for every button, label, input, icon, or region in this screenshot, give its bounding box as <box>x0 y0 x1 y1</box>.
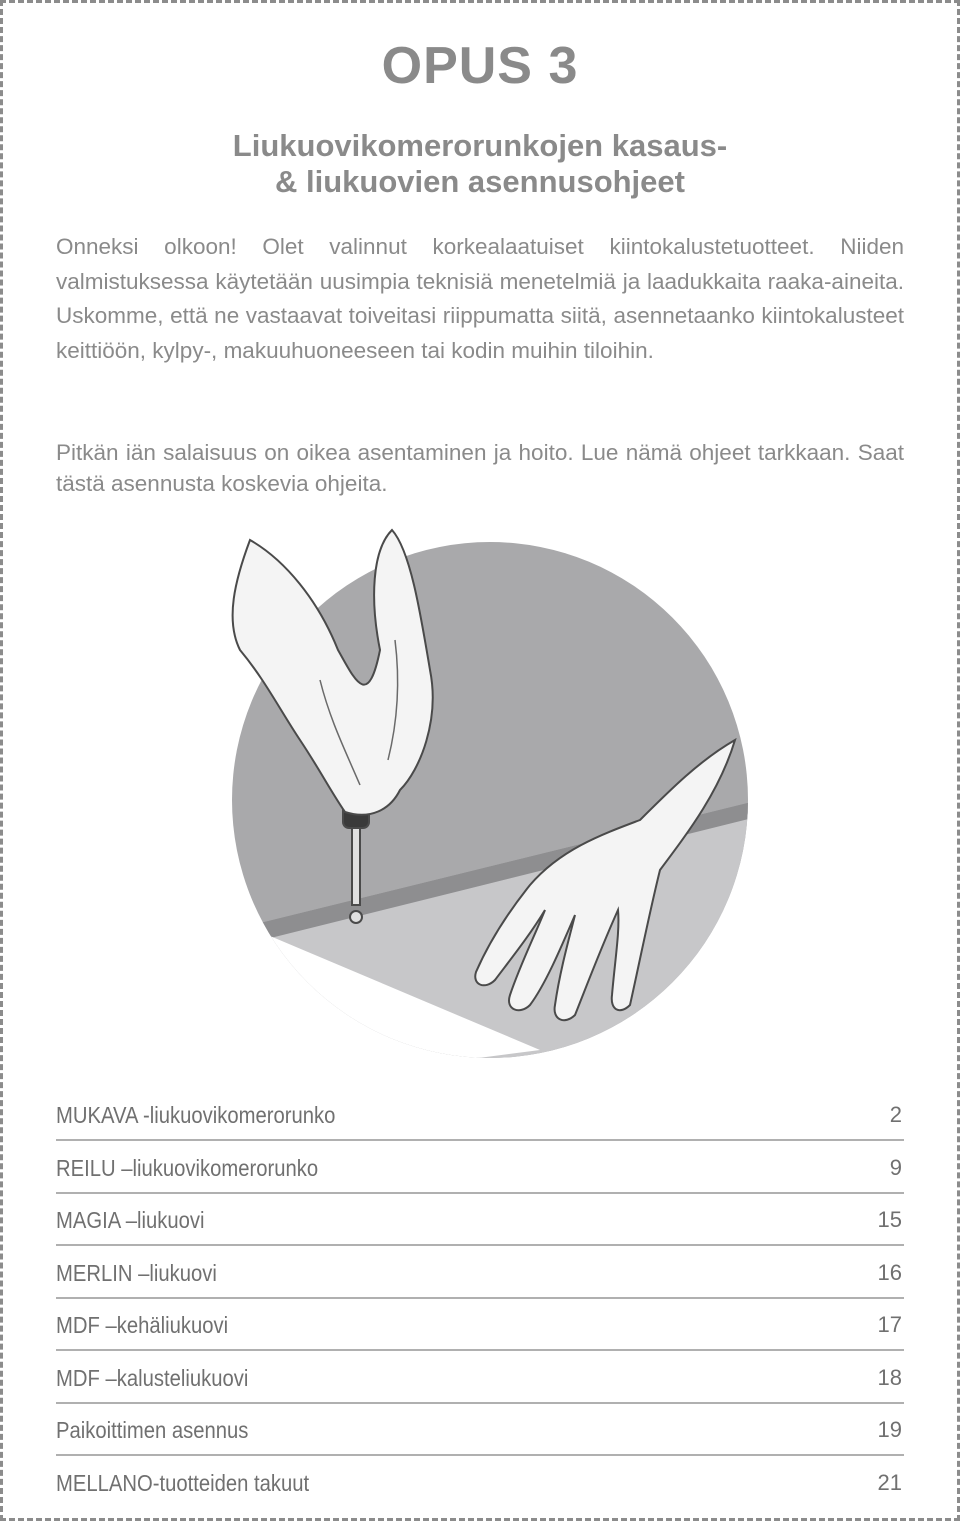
toc-page-number: 15 <box>877 1207 902 1232</box>
toc-row <box>56 1353 904 1404</box>
toc-page-number: 2 <box>889 1102 902 1127</box>
page-subtitle <box>0 128 960 200</box>
instructions-paragraph: Pitkän iän salaisuus on oikea asentaminen ja hoito. Lue nämä ohjeet tarkkaan. Saat tästä asennusta koskevia ohjeita. <box>56 440 904 496</box>
toc-row <box>56 1300 904 1351</box>
toc-row <box>56 1458 904 1507</box>
toc-row <box>56 1090 904 1141</box>
toc-label: REILU –liukuovikomerorunko <box>56 1154 319 1181</box>
toc-page-number: 9 <box>889 1154 902 1180</box>
toc-label: MDF –kehäliukuovi <box>56 1312 229 1338</box>
toc-label: MELLANO-tuotteiden takuut <box>56 1469 310 1496</box>
toc-row <box>56 1405 904 1456</box>
page-title: OPUS 3 <box>381 37 579 95</box>
toc-page-number: 17 <box>877 1312 902 1337</box>
subtitle-line-1: Liukuovikomerorunkojen kasaus- <box>232 128 728 163</box>
toc-row <box>56 1248 904 1299</box>
toc-page-number: 19 <box>877 1417 902 1442</box>
hands-screwdriver-illustration <box>0 490 960 1090</box>
toc-label: MERLIN –liukuovi <box>56 1259 217 1286</box>
toc-label: MUKAVA -liukuovikomerorunko <box>56 1102 336 1128</box>
toc-label: MDF –kalusteliukuovi <box>56 1364 249 1391</box>
toc-row <box>56 1195 904 1246</box>
intro-paragraph: Onneksi olkoon! Olet valinnut korkealaatuiset kiintokalustetuotteet. Niiden valmistuksessa käytetään uusimpia teknisiä menetelmiä ja laadukkaita raaka-aineita. Uskomme, että ne vastaavat toiveitasi riippumatta siitä, asennetaanko kiintokalusteet keittiöön, kylpy-, makuuhuoneeseen tai kodin muihin tiloihin. <box>56 234 904 363</box>
toc-label: MAGIA –liukuovi <box>56 1207 205 1233</box>
toc-page-number: 18 <box>877 1364 902 1390</box>
toc-page-number: 16 <box>877 1259 902 1285</box>
toc-label: Paikoittimen asennus <box>56 1417 249 1443</box>
subtitle-line-2: & liukuovien asennusohjeet <box>275 164 685 199</box>
toc-row <box>56 1143 904 1194</box>
table-of-contents <box>56 1090 904 1508</box>
toc-page-number: 21 <box>877 1469 902 1495</box>
